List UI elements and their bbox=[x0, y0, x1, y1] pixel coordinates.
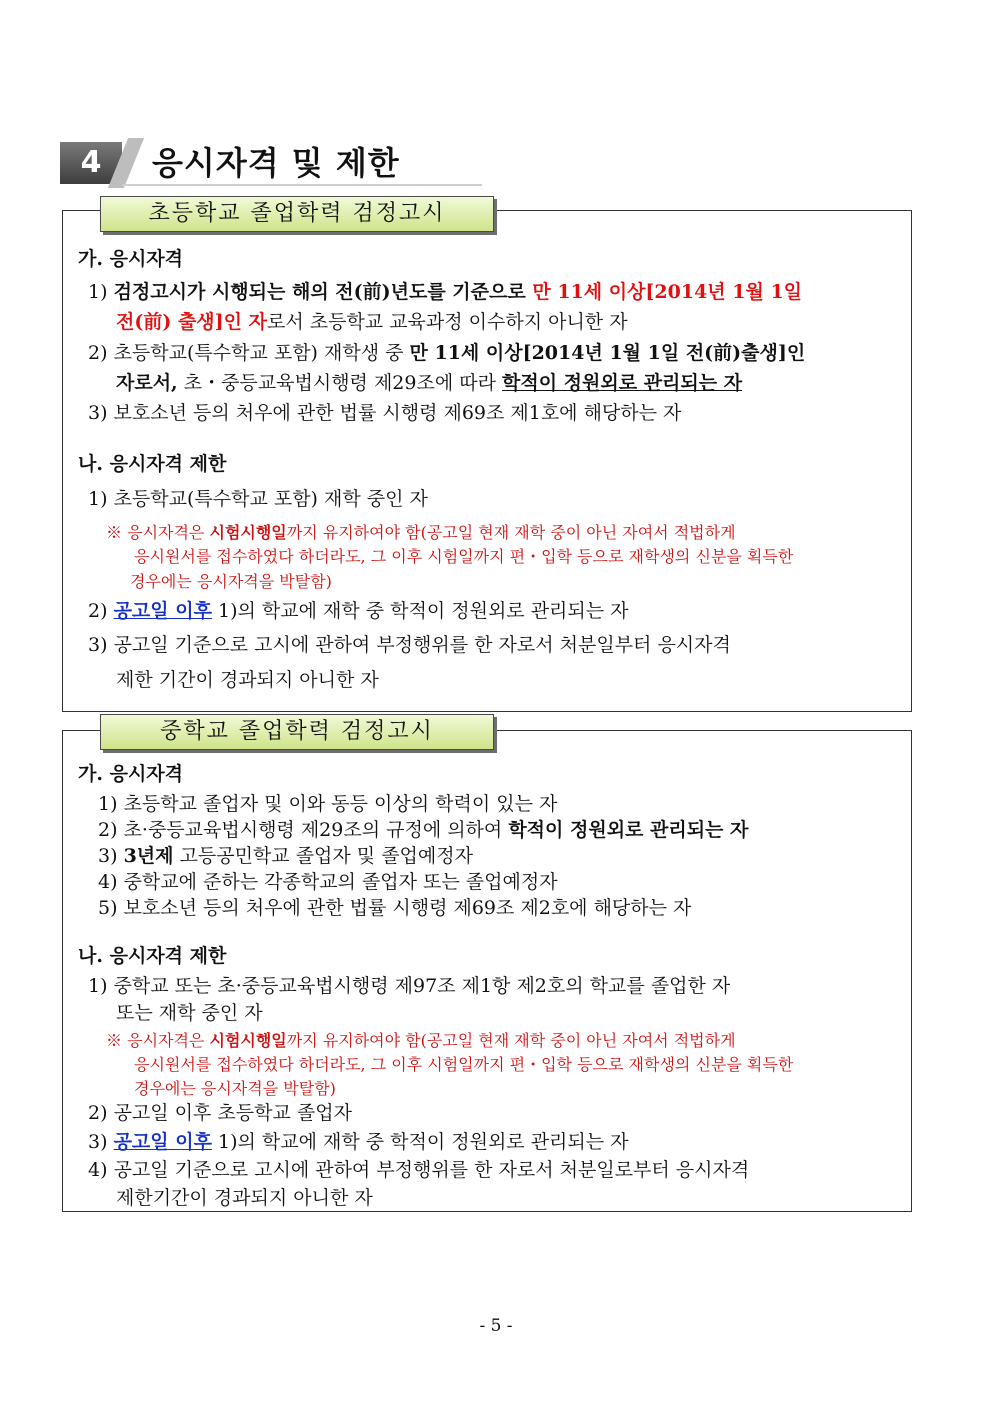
s2-note-part2: 시험시행일 bbox=[209, 1031, 287, 1050]
s1-item-1-part4: 로서 초등학교 교육과정 이수하지 아니한 자 bbox=[266, 311, 628, 333]
s2-item-5 bbox=[98, 895, 691, 921]
s2-item-3-part1: 3년제 bbox=[123, 845, 174, 867]
s1-note-part2: 시험시행일 bbox=[209, 523, 287, 542]
s2-item-3 bbox=[98, 843, 473, 869]
s1-restriction-3-line2: 제한 기간이 경과되지 아니한 자 bbox=[116, 669, 379, 691]
s2-item-1 bbox=[98, 791, 557, 817]
s2-item-4 bbox=[98, 869, 558, 895]
page-number: - 5 - bbox=[479, 1316, 513, 1336]
s2-item-2-part2: 학적이 정원외로 관리되는 자 bbox=[508, 819, 749, 841]
s2-note-line2: 응시원서를 접수하였다 하더라도, 그 이후 시험일까지 편・입학 등으로 재학생의 신분을 획득한 bbox=[134, 1055, 794, 1074]
s1-item-3-num: 3) bbox=[88, 402, 108, 424]
s1-restriction-3-line1: 공고일 기준으로 고시에 관하여 부정행위를 한 자로서 처분일부터 응시자격 bbox=[113, 634, 731, 656]
s2-restriction-4-num: 4) bbox=[88, 1159, 108, 1181]
s1-restriction-2-part2: 1)의 학교에 재학 중 학적이 정원외로 관리되는 자 bbox=[211, 600, 629, 622]
s1-note-mark: ※ bbox=[106, 523, 123, 542]
s2-restriction-1 bbox=[88, 973, 730, 999]
s2-restriction-3 bbox=[88, 1129, 629, 1155]
s1-restriction-1 bbox=[88, 486, 428, 512]
s1-restriction-2-num: 2) bbox=[88, 600, 108, 622]
s2-item-4-text: 중학교에 준하는 각종학교의 졸업자 또는 졸업예정자 bbox=[123, 871, 558, 893]
s1-item-1-part2: 만 11세 이상[2014년 1월 1일 bbox=[525, 281, 803, 303]
s1-item-1-part3: 전(前) 출생]인 자 bbox=[116, 311, 267, 333]
s2-item-3-num: 3) bbox=[98, 845, 118, 867]
s1-item-1-num: 1) bbox=[88, 281, 108, 303]
s1-item-3-text: 보호소년 등의 처우에 관한 법률 시행령 제69조 제1호에 해당하는 자 bbox=[113, 402, 682, 424]
s1-qualification-heading: 가. 응시자격 bbox=[78, 248, 183, 270]
s2-restriction-1-line2: 또는 재학 중인 자 bbox=[116, 1002, 263, 1024]
s1-item-2-part3: 자로서, bbox=[116, 372, 178, 394]
s2-note-mark: ※ bbox=[106, 1031, 123, 1050]
s1-note-line3: 경우에는 응시자격을 박탈함) bbox=[130, 572, 332, 591]
s1-restriction-2-part1: 공고일 이후 bbox=[113, 600, 212, 622]
s2-item-3-part2: 고등공민학교 졸업자 및 졸업예정자 bbox=[173, 845, 473, 867]
s1-item-2-part1: 초등학교(특수학교 포함) 재학생 중 bbox=[113, 342, 410, 364]
s1-item-1-part1: 검정고시가 시행되는 해의 전(前)년도를 기준으로 bbox=[113, 281, 526, 303]
s2-item-5-num: 5) bbox=[98, 897, 118, 919]
s1-item-2-part4: 초・중등교육법시행령 제29조에 따라 bbox=[177, 372, 502, 394]
s1-note-part1: 응시자격은 bbox=[127, 523, 210, 542]
s2-restriction-2-num: 2) bbox=[88, 1102, 108, 1124]
section-header bbox=[60, 138, 480, 186]
section-title: 응시자격 및 제한 bbox=[152, 144, 400, 182]
s1-item-1-cont bbox=[116, 309, 628, 335]
s1-restriction-1-num: 1) bbox=[88, 488, 108, 510]
s2-restriction-heading: 나. 응시자격 제한 bbox=[78, 945, 227, 967]
s2-restriction-4 bbox=[88, 1157, 749, 1183]
s2-restriction-1-line1: 중학교 또는 초·중등교육법시행령 제97조 제1항 제2호의 학교를 졸업한 자 bbox=[113, 975, 731, 997]
s2-restriction-3-part1: 공고일 이후 bbox=[113, 1131, 212, 1153]
s2-restriction-3-num: 3) bbox=[88, 1131, 108, 1153]
s2-note bbox=[106, 1030, 736, 1052]
middle-exam-tag: 중학교 졸업학력 검정고시 bbox=[100, 714, 494, 750]
s2-restriction-1-num: 1) bbox=[88, 975, 108, 997]
s1-note-part3: 까지 유지하여야 함(공고일 현재 재학 중이 아닌 자여서 적법하게 bbox=[286, 523, 736, 542]
s2-item-5-text: 보호소년 등의 처우에 관한 법률 시행령 제69조 제2호에 해당하는 자 bbox=[123, 897, 692, 919]
s1-item-3 bbox=[88, 400, 681, 426]
s1-restriction-3-num: 3) bbox=[88, 634, 108, 656]
s1-item-2-part2: 만 11세 이상[2014년 1월 1일 전(前)출생]인 bbox=[409, 342, 806, 364]
s2-note-line3: 경우에는 응시자격을 박탈함) bbox=[134, 1079, 336, 1098]
s1-restriction-1-text: 초등학교(특수학교 포함) 재학 중인 자 bbox=[113, 488, 428, 510]
s1-restriction-heading: 나. 응시자격 제한 bbox=[78, 453, 227, 475]
s2-note-part1: 응시자격은 bbox=[127, 1031, 210, 1050]
s1-item-2-num: 2) bbox=[88, 342, 108, 364]
s2-item-1-text: 초등학교 졸업자 및 이와 동등 이상의 학력이 있는 자 bbox=[123, 793, 558, 815]
s1-item-1 bbox=[88, 279, 802, 305]
s2-qualification-heading: 가. 응시자격 bbox=[78, 763, 183, 785]
s1-item-2-cont bbox=[116, 370, 742, 396]
s2-item-2-num: 2) bbox=[98, 819, 118, 841]
s2-item-2-part1: 초·중등교육법시행령 제29조의 규정에 의하여 bbox=[123, 819, 509, 841]
s2-item-1-num: 1) bbox=[98, 793, 118, 815]
s1-restriction-2 bbox=[88, 598, 629, 624]
elementary-exam-tag: 초등학교 졸업학력 검정고시 bbox=[100, 196, 494, 232]
s2-restriction-2-text: 공고일 이후 초등학교 졸업자 bbox=[113, 1102, 352, 1124]
s1-note-line2: 응시원서를 접수하였다 하더라도, 그 이후 시험일까지 편・입학 등으로 재학생의 신분을 획득한 bbox=[134, 547, 794, 566]
s2-note-part3: 까지 유지하여야 함(공고일 현재 재학 중이 아닌 자여서 적법하게 bbox=[286, 1031, 736, 1050]
s2-restriction-4-line2: 제한기간이 경과되지 아니한 자 bbox=[116, 1187, 373, 1209]
s1-item-2-part5: 학적이 정원외로 관리되는 자 bbox=[501, 372, 743, 394]
s2-restriction-3-part2: 1)의 학교에 재학 중 학적이 정원외로 관리되는 자 bbox=[211, 1131, 629, 1153]
section-number: 4 bbox=[60, 142, 122, 184]
s2-restriction-2 bbox=[88, 1100, 352, 1126]
s1-item-2 bbox=[88, 340, 805, 366]
header-underline bbox=[122, 184, 482, 186]
s2-restriction-4-line1: 공고일 기준으로 고시에 관하여 부정행위를 한 자로서 처분일로부터 응시자격 bbox=[113, 1159, 750, 1181]
s2-item-2 bbox=[98, 817, 748, 843]
s2-item-4-num: 4) bbox=[98, 871, 118, 893]
s1-note bbox=[106, 522, 736, 544]
s1-restriction-3 bbox=[88, 632, 731, 658]
